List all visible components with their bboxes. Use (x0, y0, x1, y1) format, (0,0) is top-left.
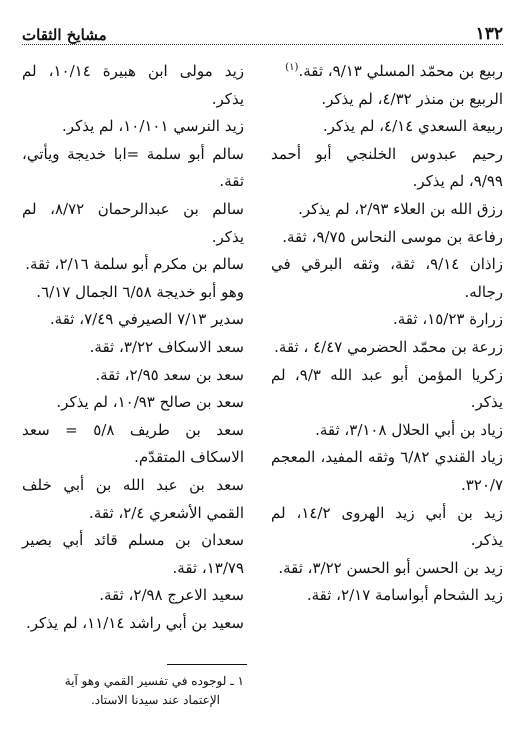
entry: سعد بن طريف ٥/٨ = سعد الاسكاف المتقدّم. (22, 420, 244, 467)
right-column (271, 58, 503, 610)
entry: ربيعة السعدي ٤/١٤، لم يذكر. (322, 117, 503, 136)
entry: رفاعة بن موسى النحاس ٩/٧٥، ثقة. (282, 227, 503, 246)
entry: وهو أبو خديجة ٦/٥٨ الجمال ٦/١٧. (36, 282, 244, 301)
footnote-reference: (١) (285, 62, 299, 73)
left-column (22, 58, 244, 637)
entry: سالم بن عبدالرحمان ٨/٧٢، لم يذكر. (22, 199, 245, 246)
entry: رزق الله بن العلاء ٢/٩٣، لم يذكر. (298, 199, 503, 218)
entry: سعد الاسكاف ٣/٢٢، ثقة. (89, 337, 244, 356)
entry: زياد القندي ٦/٨٢ وثقه المفيد، المعجم ٣٢٠/٧. (271, 448, 503, 494)
entry: زيد مولى ابن هبيرة ١٠/١٤، لم يذكر. (22, 62, 244, 108)
entry: زكريا المؤمن أبو عبد الله ٩/٣، لم يذكر. (271, 365, 503, 412)
entry: ربيع بن محمّد المسلي ٩/١٣، ثقة.$^{(١)}$ (285, 62, 503, 80)
entry: الربيع بن منذر ٤/٣٢، لم يذكر. (321, 89, 503, 108)
entry: زيد بن أبي زيد الهروى ١٤/٢، لم يذكر. (271, 503, 503, 550)
page-number: ١٣٢ (470, 24, 503, 44)
footnotes (22, 672, 244, 710)
entry: سعد بن عبد الله بن أبي خلف القمي الأشعري ٢/٤، ثقة. (22, 475, 244, 522)
entry: سعد بن سعد ٢/٩٥، ثقة. (95, 365, 244, 384)
entry: زيد النرسي ١٠/١٠١، لم يذكر. (62, 117, 244, 136)
entry: سالم أبو سلمة =ابا خديجة ويأتي، ثقة. (22, 144, 244, 191)
footnote-divider (167, 664, 247, 665)
entry: زيد الشحام أبواسامة ٢/١٧، ثقة. (306, 586, 503, 605)
footnote-line: الإعتماد عند سيدنا الاستاد. (90, 693, 220, 707)
entry: سعيد بن أبي راشد ١١/١٤، لم يذكر. (25, 613, 244, 632)
running-header (22, 18, 503, 45)
entry: زيد بن الحسن أبو الحسن ٣/٢٢، ثقة. (278, 558, 503, 577)
footnote-line: ١ ـ لوجوده في تفسير القمي وهو آية (64, 674, 244, 688)
running-title: مشايخ الثقات (22, 26, 113, 44)
entry: زاذان ٩/١٤، ثقة، وثقه البرقي في رجاله. (271, 255, 503, 301)
entry: زياد بن أبي الحلال ٣/١٠٨، ثقة. (315, 420, 503, 439)
entry: سعدان بن مسلم قائد أبي بصير ١٣/٧٩، ثقة. (22, 531, 244, 577)
entry: رحيم عبدوس الخلنجي أبو أحمد ٩/٩٩، لم يذكر. (271, 144, 503, 191)
footnote (22, 672, 244, 710)
entry: سعيد الاعرج ٢/٩٨، ثقة. (99, 586, 244, 605)
entry: سعد بن صالح ١٠/٩٣، لم يذكر. (56, 393, 244, 412)
entry: سالم بن مكرم أبو سلمة ٢/١٦، ثقة. (25, 255, 244, 274)
entry: زرارة ١٥/٢٣، ثقة. (393, 310, 503, 329)
entry: زرعة بن محمّد الحضرمي ٤/٤٧ ، ثقة. (274, 337, 503, 356)
entry: سدير ٧/١٣ الصيرفي ٧/٤٩، ثقة. (49, 310, 244, 329)
